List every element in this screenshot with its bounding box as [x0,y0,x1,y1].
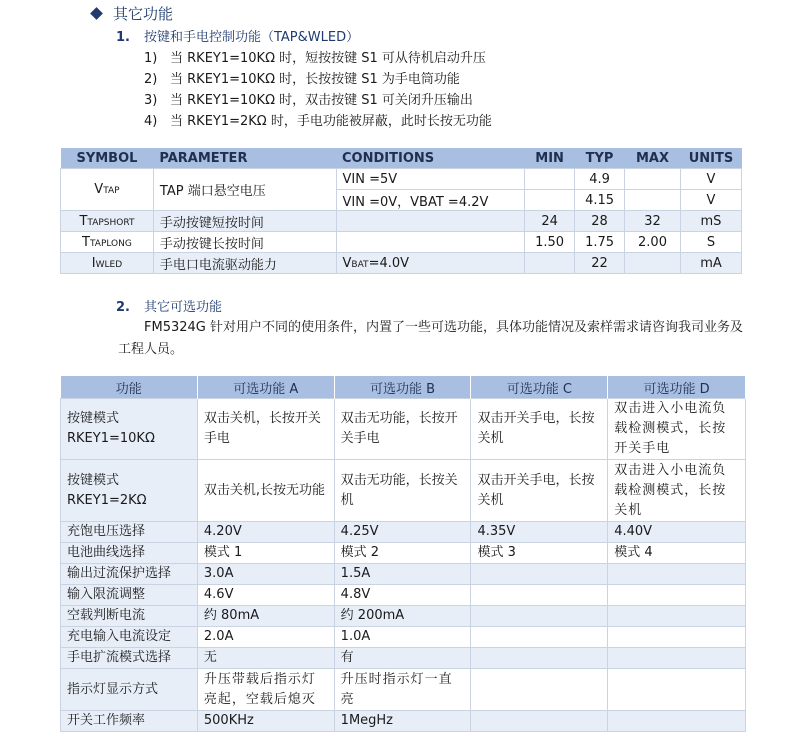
option-b-cell: 有 [334,648,471,669]
table-row [61,585,746,606]
typ-cell: 4.9 [575,169,625,190]
header-min: MIN [525,148,575,169]
max-cell: 2.00 [625,232,681,253]
option-d-cell [608,564,746,585]
list-item: 4) 当 RKEY1=2KΩ 时，手电功能被屏蔽，此时长按无功能 [144,114,492,129]
header-parameter: PARAMETER [153,148,336,169]
feature-label-cell: 按键模式 RKEY1=2KΩ [61,460,198,522]
option-a-cell: 约 80mA [197,606,334,627]
min-cell [525,253,575,274]
conditions-cell [336,232,525,253]
option-a-cell: 2.0A [197,627,334,648]
parameter-cell: 手动按键短按时间 [153,211,336,232]
option-b-cell: 4.25V [334,522,471,543]
option-a-cell: 3.0A [197,564,334,585]
option-c-cell [471,669,608,711]
option-d-cell [608,585,746,606]
feature-label-cell: 输出过流保护选择 [61,564,198,585]
option-d-cell: 双击进入小电流负载检测模式，长按开关手电 [608,399,746,460]
option-a-cell: 双击关机,长按无功能 [197,460,334,522]
max-cell: 32 [625,211,681,232]
table-header-row [61,376,746,399]
option-d-cell: 模式 4 [608,543,746,564]
feature-label-cell: 电池曲线选择 [61,543,198,564]
header-option-c: 可选功能 C [471,376,608,399]
feature-label-cell: 手电扩流模式选择 [61,648,198,669]
option-c-cell: 4.35V [471,522,608,543]
option-c-cell [471,585,608,606]
optional-features-table [60,376,746,732]
table-row [61,711,746,732]
header-conditions: CONDITIONS [336,148,525,169]
subsection-1-title: 1. 按键和手电控制功能（TAP&WLED） [116,30,360,45]
option-d-cell [608,648,746,669]
option-d-cell [608,711,746,732]
max-cell [625,190,681,211]
option-b-cell: 1MegHz [334,711,471,732]
option-c-cell [471,648,608,669]
feature-label-cell: 指示灯显示方式 [61,669,198,711]
description-paragraph: FM5324G 针对用户不同的使用条件，内置了一些可选功能，具体功能情况及索样需求请咨询我司业务及工程人员。 [118,320,743,357]
symbol-cell: VTAP [61,169,154,211]
option-b-cell: 双击无功能，长按开关手电 [334,399,471,460]
option-a-cell: 升压带载后指示灯亮起，空载后熄灭 [197,669,334,711]
option-b-cell: 1.5A [334,564,471,585]
section-title-text: 其它功能 [113,5,174,23]
feature-label-cell: 充电输入电流设定 [61,627,198,648]
option-c-cell [471,711,608,732]
units-cell: V [680,190,741,211]
units-cell: S [680,232,741,253]
typ-cell: 1.75 [575,232,625,253]
option-d-cell: 4.40V [608,522,746,543]
min-cell: 1.50 [525,232,575,253]
typ-cell: 28 [575,211,625,232]
option-b-cell: 4.8V [334,585,471,606]
option-a-cell: 500KHz [197,711,334,732]
list-item: 3) 当 RKEY1=10KΩ 时，双击按键 S1 可关闭升压输出 [144,93,473,108]
option-a-cell: 模式 1 [197,543,334,564]
table-row [61,169,742,190]
option-b-cell: 双击无功能，长按关机 [334,460,471,522]
min-cell: 24 [525,211,575,232]
table-row [61,543,746,564]
symbol-cell: TTAPLONG [61,232,154,253]
tap-wled-spec-table [60,148,742,274]
units-cell: mA [680,253,741,274]
header-symbol: SYMBOL [61,148,154,169]
table-row [61,460,746,522]
units-cell: mS [680,211,741,232]
feature-label-cell: 输入限流调整 [61,585,198,606]
diamond-bullet-icon [90,7,103,20]
table-row [61,211,742,232]
symbol-cell: IWLED [61,253,154,274]
table-row [61,399,746,460]
option-b-cell: 约 200mA [334,606,471,627]
subsection-2-title: 2. 其它可选功能 [116,300,222,315]
header-option-a: 可选功能 A [197,376,334,399]
conditions-cell: VBAT=4.0V [336,253,525,274]
option-a-cell: 双击关机，长按开关手电 [197,399,334,460]
table-row [61,627,746,648]
option-c-cell [471,627,608,648]
symbol-cell: TTAPSHORT [61,211,154,232]
feature-label-cell: 开关工作频率 [61,711,198,732]
table-row [61,253,742,274]
header-option-d: 可选功能 D [608,376,746,399]
min-cell [525,169,575,190]
typ-cell: 22 [575,253,625,274]
table-row [61,564,746,585]
list-item: 2) 当 RKEY1=10KΩ 时，长按按键 S1 为手电筒功能 [144,72,460,87]
option-a-cell: 无 [197,648,334,669]
option-a-cell: 4.20V [197,522,334,543]
max-cell [625,169,681,190]
option-c-cell [471,564,608,585]
feature-label-cell: 充饱电压选择 [61,522,198,543]
list-item: 1) 当 RKEY1=10KΩ 时，短按按键 S1 可从待机启动升压 [144,51,486,66]
header-typ: TYP [575,148,625,169]
option-a-cell: 4.6V [197,585,334,606]
option-d-cell: 双击进入小电流负载检测模式，长按关机 [608,460,746,522]
conditions-cell: VIN =0V，VBAT =4.2V [336,190,525,211]
header-max: MAX [625,148,681,169]
conditions-cell: VIN =5V [336,169,525,190]
parameter-cell: 手电口电流驱动能力 [153,253,336,274]
parameter-cell: 手动按键长按时间 [153,232,336,253]
feature-label-cell: 按键模式 RKEY1=10KΩ [61,399,198,460]
conditions-cell [336,211,525,232]
option-d-cell [608,606,746,627]
max-cell [625,253,681,274]
option-d-cell [608,669,746,711]
header-option-b: 可选功能 B [334,376,471,399]
option-c-cell: 双击开关手电，长按关机 [471,460,608,522]
option-d-cell [608,627,746,648]
parameter-cell: TAP 端口悬空电压 [153,169,336,211]
units-cell: V [680,169,741,190]
min-cell [525,190,575,211]
table-row [61,606,746,627]
option-b-cell: 模式 2 [334,543,471,564]
option-c-cell: 模式 3 [471,543,608,564]
header-feature: 功能 [61,376,198,399]
option-b-cell: 升压时指示灯一直亮 [334,669,471,711]
option-c-cell [471,606,608,627]
option-b-cell: 1.0A [334,627,471,648]
feature-label-cell: 空载判断电流 [61,606,198,627]
option-c-cell: 双击开关手电，长按关机 [471,399,608,460]
table-row [61,522,746,543]
table-row [61,232,742,253]
table-row [61,648,746,669]
typ-cell: 4.15 [575,190,625,211]
table-header-row [61,148,742,169]
table-row [61,669,746,711]
section-title [90,3,173,24]
header-units: UNITS [680,148,741,169]
